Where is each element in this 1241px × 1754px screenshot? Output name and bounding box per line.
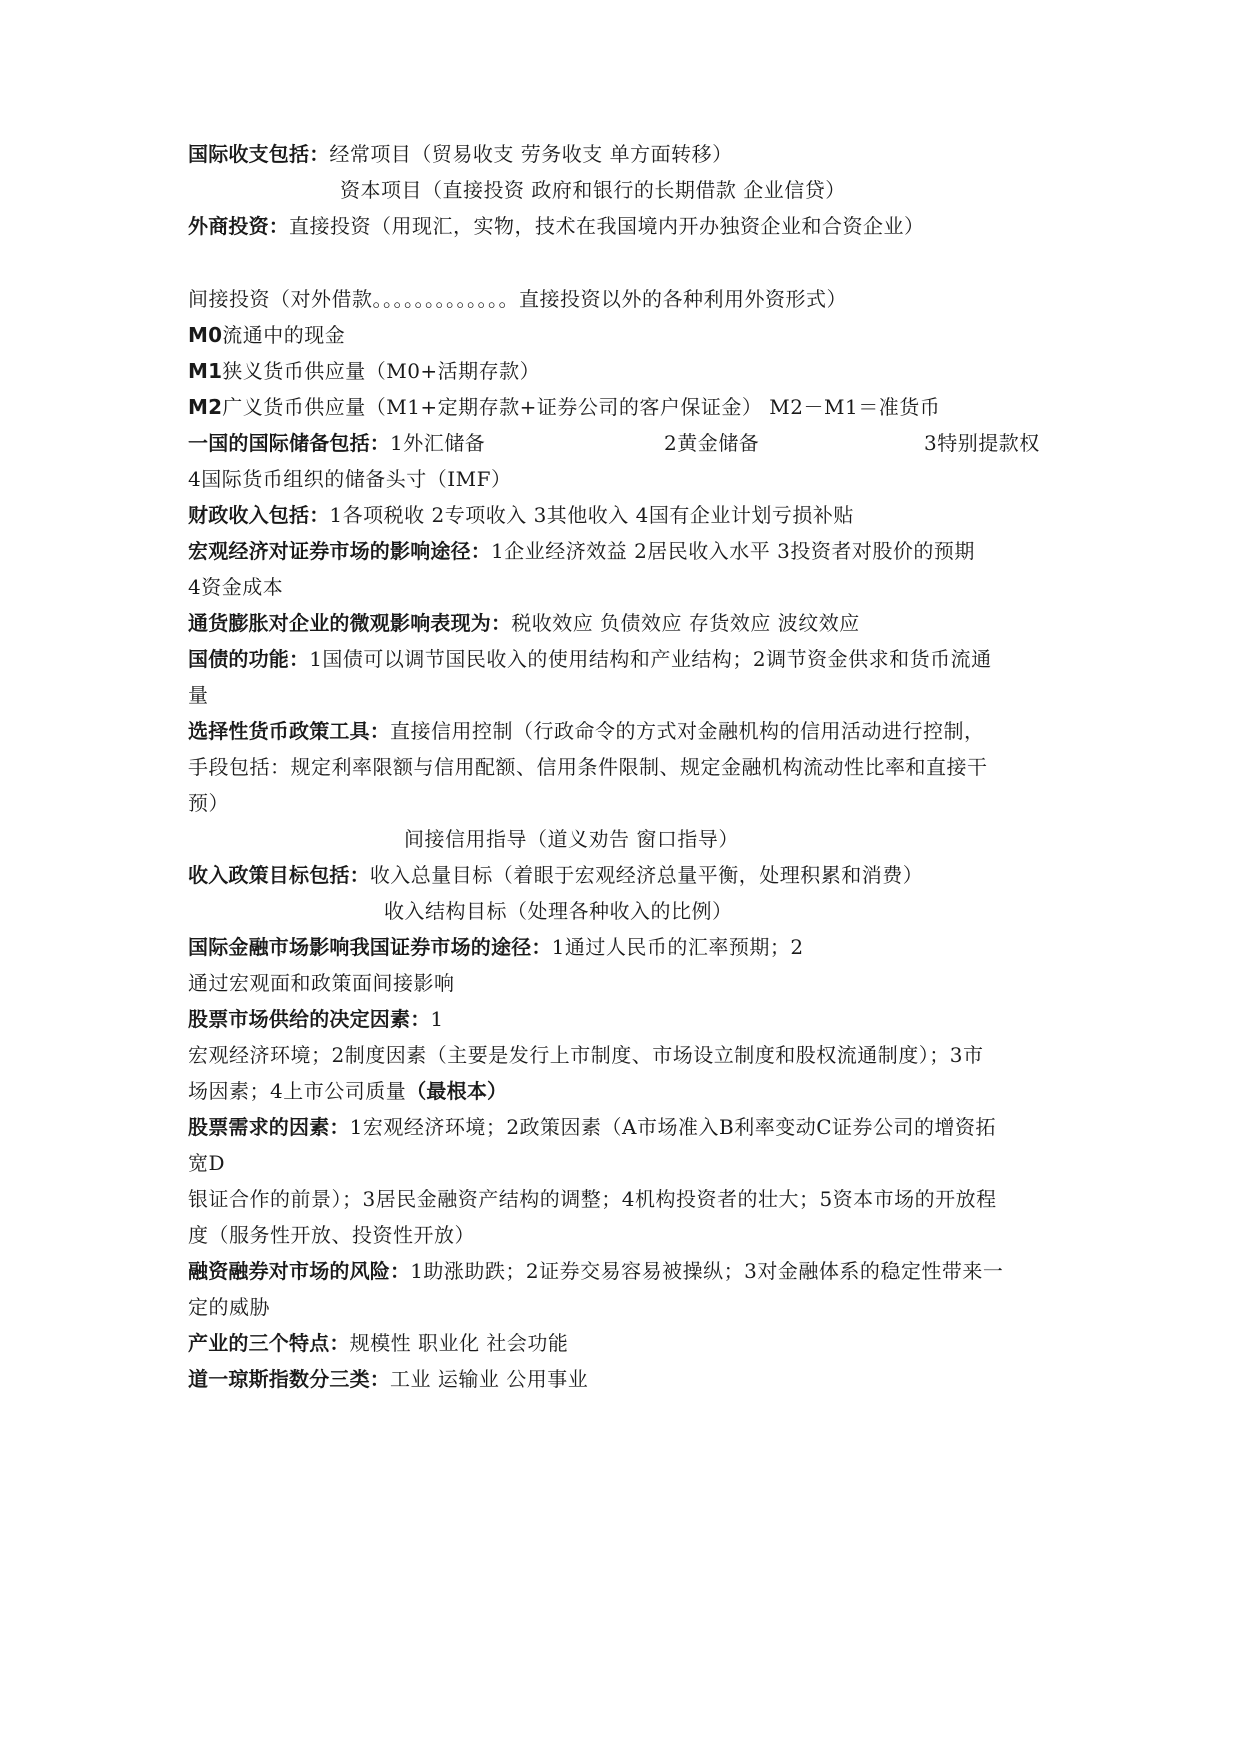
reserves-item-4 bbox=[188, 467, 511, 491]
stock-supply-line bbox=[188, 1007, 444, 1031]
income-policy-line bbox=[188, 863, 923, 887]
industry-features-line bbox=[188, 1331, 568, 1355]
reserves-item-4-text: 4国际货币组织的储备头寸（IMF） bbox=[188, 467, 512, 491]
stock-demand-cont-1-text: 宽D bbox=[188, 1151, 226, 1175]
intl-market-label: 国际金融市场影响我国证券市场的途径： bbox=[188, 935, 552, 959]
stock-supply-cont-2 bbox=[188, 1079, 507, 1103]
m0-label: M0 bbox=[188, 323, 223, 347]
m2-line bbox=[188, 395, 940, 419]
indirect-investment-line bbox=[188, 287, 847, 311]
fiscal-revenue-text: 1各项税收 2专项收入 3其他收入 4国有企业计划亏损补贴 bbox=[329, 503, 854, 527]
selective-policy-text: 直接信用控制（行政命令的方式对金融机构的信用活动进行控制， bbox=[390, 719, 985, 743]
stock-supply-label: 股票市场供给的决定因素： bbox=[188, 1007, 431, 1031]
industry-features-text: 规模性 职业化 社会功能 bbox=[349, 1331, 569, 1355]
dow-jones-label: 道一琼斯指数分三类： bbox=[188, 1367, 390, 1391]
m0-text: 流通中的现金 bbox=[222, 323, 346, 347]
selective-policy-label: 选择性货币政策工具： bbox=[188, 719, 390, 743]
m1-text: 狭义货币供应量（M0+活期存款） bbox=[222, 359, 541, 383]
selective-policy-cont-1-text: 手段包括：规定利率限额与信用配额、信用条件限制、规定金融机构流动性比率和直接干 bbox=[188, 755, 988, 779]
m0-line bbox=[188, 323, 345, 347]
reserves-item-2-text: 2黄金储备 bbox=[664, 431, 760, 455]
foreign-investment-line bbox=[188, 214, 925, 238]
stock-demand-cont-3-text: 度（服务性开放、投资性开放） bbox=[188, 1223, 475, 1247]
intl-market-cont-text: 通过宏观面和政策面间接影响 bbox=[188, 971, 455, 995]
stock-demand-cont-3 bbox=[188, 1223, 475, 1247]
fiscal-revenue-line bbox=[188, 503, 854, 527]
m1-label: M1 bbox=[188, 359, 223, 383]
macro-impact-label: 宏观经济对证券市场的影响途径： bbox=[188, 539, 491, 563]
treasury-line bbox=[188, 647, 992, 671]
treasury-cont-text: 量 bbox=[188, 683, 209, 707]
intl-market-cont bbox=[188, 971, 455, 995]
income-structure-goal-text: 收入结构目标（处理各种收入的比例） bbox=[384, 899, 733, 923]
indirect-credit-guidance bbox=[404, 827, 739, 851]
industry-features-label: 产业的三个特点： bbox=[188, 1331, 350, 1355]
indirect-credit-guidance-text: 间接信用指导（道义劝告 窗口指导） bbox=[404, 827, 739, 851]
macro-impact-line bbox=[188, 539, 975, 563]
indirect-investment-text: 间接投资（对外借款。。。。。。。。。。。。。直接投资以外的各种利用外资形式） bbox=[188, 287, 847, 311]
inflation-line bbox=[188, 611, 860, 635]
stock-supply-text: 1 bbox=[430, 1007, 444, 1031]
reserves-item-1: 1外汇储备 bbox=[390, 431, 486, 455]
stock-demand-cont-2 bbox=[188, 1187, 997, 1211]
income-policy-label: 收入政策目标包括： bbox=[188, 863, 370, 887]
selective-policy-cont-2 bbox=[188, 791, 229, 815]
stock-demand-line bbox=[188, 1115, 996, 1139]
stock-supply-cont-1-text: 宏观经济环境；2制度因素（主要是发行上市制度、市场设立制度和股权流通制度）；3市 bbox=[188, 1043, 984, 1067]
m2-text: 广义货币供应量（M1+定期存款+证券公司的客户保证金） M2－M1＝准货币 bbox=[222, 395, 941, 419]
bop-label: 国际收支包括： bbox=[188, 142, 330, 166]
intl-market-line bbox=[188, 935, 804, 959]
stock-demand-text: 1宏观经济环境；2政策因素（A市场准入B利率变动C证券公司的增资拓 bbox=[349, 1115, 997, 1139]
margin-risk-cont-text: 定的威胁 bbox=[188, 1295, 270, 1319]
stock-demand-cont-2-text: 银证合作的前景）；3居民金融资产结构的调整；4机构投资者的壮大；5资本市场的开放程 bbox=[188, 1187, 997, 1211]
reserves-item-2 bbox=[664, 431, 759, 455]
m1-line bbox=[188, 359, 540, 383]
selective-policy-cont-2-text: 预） bbox=[188, 791, 229, 815]
bop-capital-text: 资本项目（直接投资 政府和银行的长期借款 企业信贷） bbox=[340, 178, 846, 202]
bop-line bbox=[188, 142, 733, 166]
margin-risk-cont bbox=[188, 1295, 270, 1319]
income-structure-goal bbox=[384, 899, 733, 923]
foreign-investment-label: 外商投资： bbox=[188, 214, 289, 238]
margin-risk-line bbox=[188, 1259, 1003, 1283]
margin-risk-text: 1助涨助跌；2证券交易容易被操纵；3对金融体系的稳定性带来一 bbox=[410, 1259, 1004, 1283]
most-fundamental-emphasis: （最根本） bbox=[406, 1079, 508, 1103]
foreign-direct-investment: 直接投资（用现汇，实物，技术在我国境内开办独资企业和合资企业） bbox=[289, 214, 925, 238]
selective-policy-line bbox=[188, 719, 985, 743]
treasury-cont bbox=[188, 683, 209, 707]
margin-risk-label: 融资融券对市场的风险： bbox=[188, 1259, 411, 1283]
treasury-text: 1国债可以调节国民收入的使用结构和产业结构；2调节资金供求和货币流通 bbox=[309, 647, 992, 671]
inflation-label: 通货膨胀对企业的微观影响表现为： bbox=[188, 611, 512, 635]
macro-impact-cont bbox=[188, 575, 283, 599]
reserves-item-3 bbox=[924, 431, 1040, 455]
fiscal-revenue-label: 财政收入包括： bbox=[188, 503, 330, 527]
bop-capital-account bbox=[340, 178, 846, 202]
income-policy-text: 收入总量目标（着眼于宏观经济总量平衡，处理积累和消费） bbox=[369, 863, 924, 887]
macro-impact-text: 1企业经济效益 2居民收入水平 3投资者对股价的预期 bbox=[491, 539, 975, 563]
reserves-line bbox=[188, 431, 485, 455]
stock-supply-cont-2-text: 场因素；4上市公司质量 bbox=[188, 1079, 407, 1103]
reserves-item-3-text: 3特别提款权 bbox=[924, 431, 1040, 455]
intl-market-text: 1通过人民币的汇率预期；2 bbox=[551, 935, 804, 959]
dow-jones-line bbox=[188, 1367, 588, 1391]
stock-demand-cont-1 bbox=[188, 1151, 225, 1175]
treasury-label: 国债的功能： bbox=[188, 647, 310, 671]
selective-policy-cont-1 bbox=[188, 755, 988, 779]
stock-demand-label: 股票需求的因素： bbox=[188, 1115, 350, 1139]
m2-label: M2 bbox=[188, 395, 223, 419]
stock-supply-cont-1 bbox=[188, 1043, 983, 1067]
reserves-label: 一国的国际储备包括： bbox=[188, 431, 390, 455]
bop-current-account: 经常项目（贸易收支 劳务收支 单方面转移） bbox=[329, 142, 733, 166]
dow-jones-text: 工业 运输业 公用事业 bbox=[390, 1367, 589, 1391]
macro-impact-cont-text: 4资金成本 bbox=[188, 575, 284, 599]
inflation-text: 税收效应 负债效应 存货效应 波纹效应 bbox=[511, 611, 860, 635]
